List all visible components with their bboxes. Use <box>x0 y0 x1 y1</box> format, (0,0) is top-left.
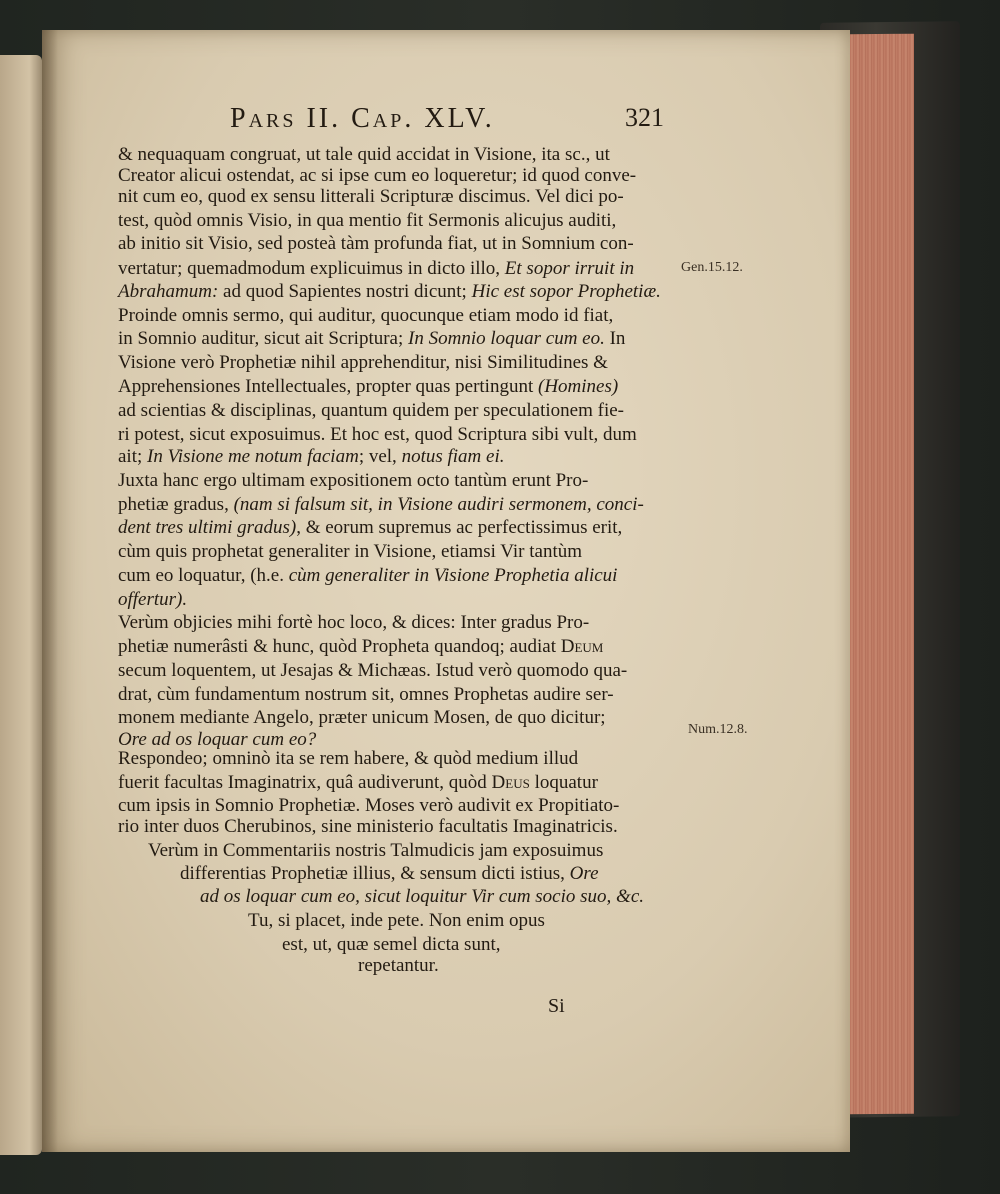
text-line <box>118 305 613 327</box>
text-segment: loquatur <box>529 772 598 793</box>
text-line <box>200 886 644 908</box>
text-segment: Verùm in Commentariis nostris Talmudicis jam exposuimus <box>148 840 604 861</box>
text-segment: cùm generaliter in Visione Prophetia alicui <box>288 565 618 586</box>
text-segment: (Homines) <box>538 376 619 397</box>
text-line <box>118 816 618 838</box>
text-segment: ; vel, <box>358 446 402 467</box>
text-segment: vertatur; quemadmodum explicuimus in dicto illo, <box>118 258 505 279</box>
text-line <box>118 400 624 422</box>
text-segment: test, quòd omnis Visio, in qua mentio fit Sermonis alicujus auditi, <box>118 210 617 231</box>
margin-note-num: Num.12.8. <box>688 722 748 737</box>
text-line <box>248 910 545 932</box>
text-segment: phetiæ numerâsti & hunc, quòd Propheta quandoq; audiat <box>118 636 561 657</box>
text-segment: in Somnio auditur, sicut ait Scriptura; <box>118 328 409 349</box>
text-segment: Respondeo; omninò ita se rem habere, & quòd medium illud <box>118 748 579 769</box>
text-line <box>118 772 598 794</box>
spine-shadow <box>42 30 58 1152</box>
running-title: Pars II. Cap. XLV. <box>230 103 495 134</box>
text-segment: cum eo loquatur, (h.e. <box>118 565 289 586</box>
text-segment: , & eorum supremus ac perfectissimus erit, <box>296 517 623 538</box>
text-segment: notus fiam ei. <box>401 446 505 467</box>
facing-page-edge <box>0 55 42 1155</box>
text-segment: Abrahamum: <box>118 281 219 302</box>
text-line <box>118 517 622 539</box>
text-line <box>118 258 634 280</box>
margin-note-gen: Gen.15.12. <box>681 260 743 275</box>
text-line <box>148 840 603 862</box>
text-segment: (nam si falsum sit, in Visione audiri sermonem, conci- <box>233 494 644 515</box>
text-segment: ad scientias & disciplinas, quantum quidem per speculationem fie- <box>118 400 625 421</box>
text-segment: fuerit facultas Imaginatrix, quâ audiverunt, quòd <box>118 772 492 793</box>
text-segment: ad quod Sapientes nostri dicunt; <box>218 281 472 302</box>
text-segment: phetiæ gradus, <box>118 494 234 515</box>
text-segment: Apprehensiones Intellectuales, propter quas pertingunt <box>118 376 538 397</box>
text-segment: Hic est sopor Prophetiæ. <box>471 281 661 302</box>
text-segment: Deus <box>491 772 530 793</box>
text-line <box>118 707 606 729</box>
text-segment: In <box>604 328 626 349</box>
text-line <box>118 612 589 634</box>
text-segment: Creator alicui ostendat, ac si ipse cum eo loqueretur; id quod conve- <box>118 165 637 186</box>
text-segment: ab initio sit Visio, sed posteà tàm profunda fiat, ut in Somnium con- <box>118 233 634 254</box>
page-edges <box>848 34 914 1115</box>
text-segment: Tu, si placet, inde pete. Non enim opus <box>248 910 545 931</box>
text-segment: & nequaquam congruat, ut tale quid accidat in Visione, ita sc., ut <box>118 144 610 165</box>
page-number: 321 <box>625 103 664 132</box>
text-segment: cum ipsis in Somnio Prophetiæ. Moses verò audivit ex Propitiato- <box>118 795 620 816</box>
text-line <box>118 660 627 682</box>
text-segment: monem mediante Angelo, præter unicum Mosen, de quo dicitur; <box>118 707 606 728</box>
text-segment: Juxta hanc ergo ultimam expositionem octo tantùm erunt Pro- <box>118 470 589 491</box>
text-line <box>118 186 624 208</box>
text-line <box>118 470 588 492</box>
text-line <box>118 684 614 706</box>
text-segment: ri potest, sicut exposuimus. Et hoc est, quod Scriptura sibi vult, dum <box>118 424 637 445</box>
text-line <box>118 494 644 516</box>
text-segment: est, ut, quæ semel dicta sunt, <box>282 934 501 955</box>
text-segment: offertur). <box>118 589 188 610</box>
text-segment: Ore <box>569 863 599 884</box>
text-line <box>118 446 504 468</box>
text-segment: ait; <box>118 446 148 467</box>
text-segment: Deum <box>560 636 604 657</box>
catchword: Si <box>548 995 565 1017</box>
text-line <box>118 636 603 658</box>
text-line <box>118 210 616 232</box>
text-line <box>180 863 599 885</box>
text-line <box>118 376 618 398</box>
text-segment: In Visione me notum faciam <box>147 446 359 467</box>
text-segment: Proinde omnis sermo, qui auditur, quocunque etiam modo id fiat, <box>118 305 614 326</box>
text-line <box>358 955 439 977</box>
text-line <box>118 328 625 350</box>
text-segment: dent tres ultimi gradus) <box>118 517 297 538</box>
text-line <box>118 795 619 817</box>
text-line <box>118 541 582 563</box>
text-line <box>118 424 637 446</box>
text-line <box>118 352 608 374</box>
text-line <box>118 165 636 187</box>
text-segment: cùm quis prophetat generaliter in Visione, etiamsi Vir tantùm <box>118 541 582 562</box>
text-segment: rio inter duos Cherubinos, sine ministerio facultatis Imaginatricis. <box>118 816 618 837</box>
text-segment: Et sopor irruit in <box>504 258 635 279</box>
text-line <box>118 748 578 770</box>
text-line <box>282 934 500 956</box>
text-segment: Ore ad os loquar cum eo? <box>118 729 317 750</box>
text-segment: nit cum eo, quod ex sensu litterali Scripturæ discimus. Vel dici po- <box>118 186 624 207</box>
text-line <box>118 565 617 587</box>
text-segment: drat, cùm fundamentum nostrum sit, omnes Prophetas audire ser- <box>118 684 614 705</box>
text-line <box>118 281 661 303</box>
text-line <box>118 233 634 255</box>
text-segment: differentias Prophetiæ illius, & sensum dicti istius, <box>180 863 570 884</box>
text-segment: In Somnio loquar cum eo. <box>408 328 605 349</box>
text-line <box>118 144 610 166</box>
text-segment: Verùm objicies mihi fortè hoc loco, & dices: Inter gradus Pro- <box>118 612 590 633</box>
text-segment: secum loquentem, ut Jesajas & Michæas. Istud verò quomodo qua- <box>118 660 628 681</box>
text-segment: repetantur. <box>358 955 439 976</box>
text-line <box>118 589 187 611</box>
text-segment: ad os loquar cum eo, sicut loquitur Vir cum socio suo, &c. <box>200 886 645 907</box>
text-segment: Visione verò Prophetiæ nihil apprehenditur, nisi Similitudines & <box>118 352 608 373</box>
